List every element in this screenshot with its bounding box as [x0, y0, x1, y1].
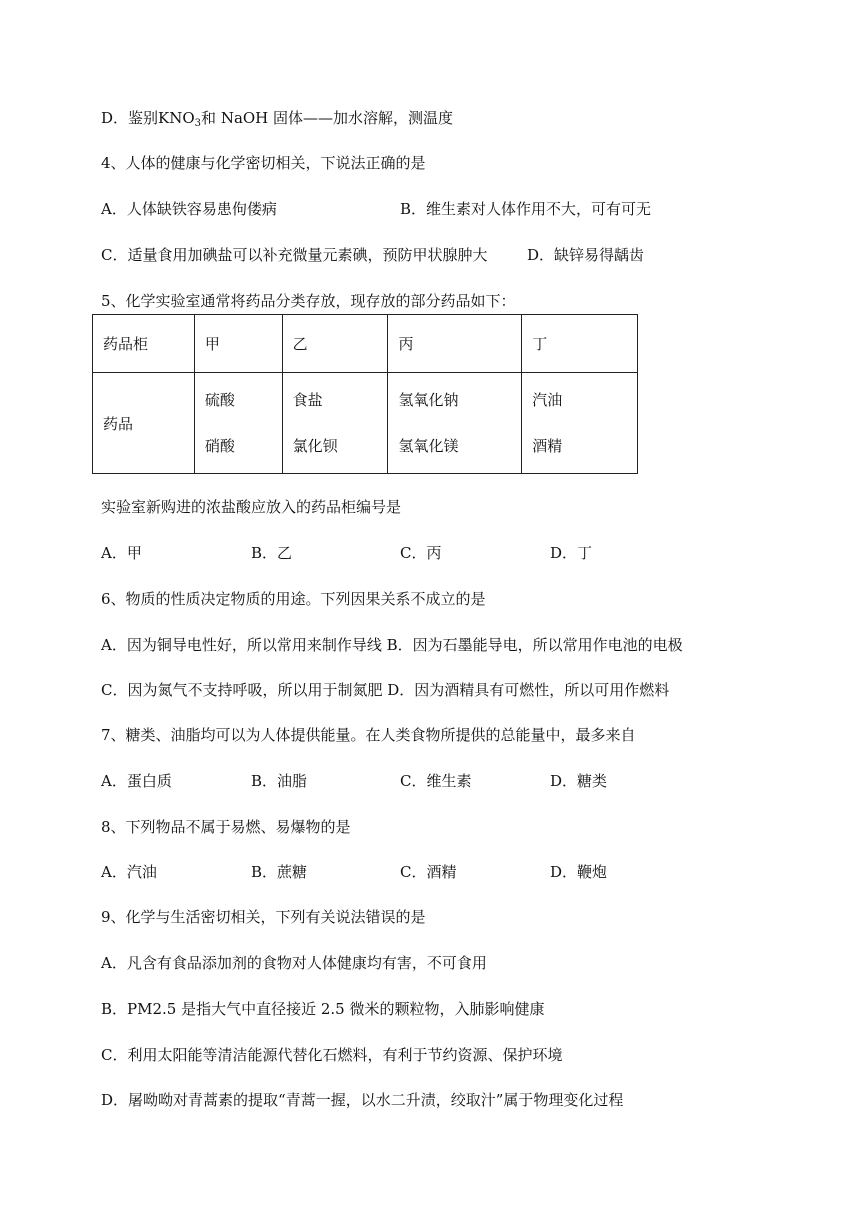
table-row-label: 药品	[93, 373, 195, 474]
q4-stem: 4、人体的健康与化学密切相关，下说法正确的是	[101, 154, 426, 172]
cabinet-jia: 甲	[194, 315, 282, 373]
q7-option-a: A．蛋白质	[101, 772, 172, 790]
q9-stem: 9、化学与生活密切相关，下列有关说法错误的是	[101, 908, 426, 926]
chemical-item: 氯化钡	[292, 437, 338, 455]
cabinet-bing: 丙	[388, 315, 522, 373]
q5-option-b: B．乙	[251, 544, 293, 562]
cabinet-ding: 丁	[522, 315, 638, 373]
q9-option-b: B．PM2.5 是指大气中直径接近 2.5 微米的颗粒物，入肺影响健康	[101, 1000, 545, 1018]
q8-option-d: D．鞭炮	[550, 863, 608, 881]
chemical-item: 氢氧化钠	[398, 391, 459, 409]
q7-option-d: D．糖类	[550, 772, 608, 790]
q4-option-a: A．人体缺铁容易患佝偻病	[101, 200, 277, 218]
table-cell	[522, 373, 638, 474]
table-cell	[282, 373, 388, 474]
chemical-item: 酒精	[532, 437, 563, 455]
table-header-row	[93, 315, 638, 373]
q8-option-a: A．汽油	[101, 863, 157, 881]
q3-option-d-prefix: D．鉴别	[101, 109, 159, 127]
kno3-subscript: 3	[194, 118, 202, 129]
cabinet-yi: 乙	[282, 315, 388, 373]
q6-options-cd: C．因为氮气不支持呼吸，所以用于制氮肥 D．因为酒精具有可燃性，所以可用作燃料	[101, 681, 670, 699]
table-row-header: 药品柜	[93, 315, 195, 373]
q7-stem: 7、糖类、油脂均可以为人体提供能量。在人类食物所提供的总能量中，最多来自	[101, 726, 636, 744]
kno3-formula: KNO	[158, 109, 195, 127]
q6-stem: 6、物质的性质决定物质的用途。下列因果关系不成立的是	[101, 590, 486, 608]
q5-stem: 5、化学实验室通常将药品分类存放，现存放的部分药品如下：	[101, 292, 516, 310]
q8-stem: 8、下列物品不属于易燃、易爆物的是	[101, 818, 351, 836]
chemical-item: 食盐	[292, 391, 323, 409]
chemical-item: 汽油	[532, 391, 563, 409]
q4-option-d: D．缺锌易得龋齿	[527, 246, 645, 264]
q7-option-c: C．维生素	[400, 772, 472, 790]
chemical-item: 硫酸	[204, 391, 235, 409]
chemical-item: 硝酸	[204, 437, 235, 455]
q4-option-c: C．适量食用加碘盐可以补充微量元素碘，预防甲状腺肿大	[101, 246, 488, 264]
cabinet-table	[92, 314, 638, 474]
q8-option-c: C．酒精	[400, 863, 457, 881]
q6-options-ab: A．因为铜导电性好，所以常用来制作导线 B．因为石墨能导电，所以常用作电池的电极	[101, 636, 683, 654]
q3-option-d-rest: 和 NaOH 固体——加水溶解，测温度	[201, 109, 454, 127]
q4-option-b: B．维生素对人体作用不大，可有可无	[400, 200, 652, 218]
q5-option-a: A．甲	[101, 544, 142, 562]
q9-option-c: C．利用太阳能等清洁能源代替化石燃料，有利于节约资源、保护环境	[101, 1046, 563, 1064]
q5-question: 实验室新购进的浓盐酸应放入的药品柜编号是	[101, 498, 402, 516]
q9-option-d: D．屠呦呦对青蒿素的提取“青蒿一握，以水二升渍，绞取汁”属于物理变化过程	[101, 1091, 624, 1109]
q8-option-b: B．蔗糖	[251, 863, 308, 881]
q5-option-d: D．丁	[550, 544, 593, 562]
table-cell	[194, 373, 282, 474]
chemical-item: 氢氧化镁	[398, 437, 459, 455]
table-cell	[388, 373, 522, 474]
q7-option-b: B．油脂	[251, 772, 308, 790]
q3-option-d	[101, 108, 453, 128]
table-row	[93, 373, 638, 474]
q5-option-c: C．丙	[400, 544, 442, 562]
q9-option-a: A．凡含有食品添加剂的食物对人体健康均有害，不可食用	[101, 954, 487, 972]
